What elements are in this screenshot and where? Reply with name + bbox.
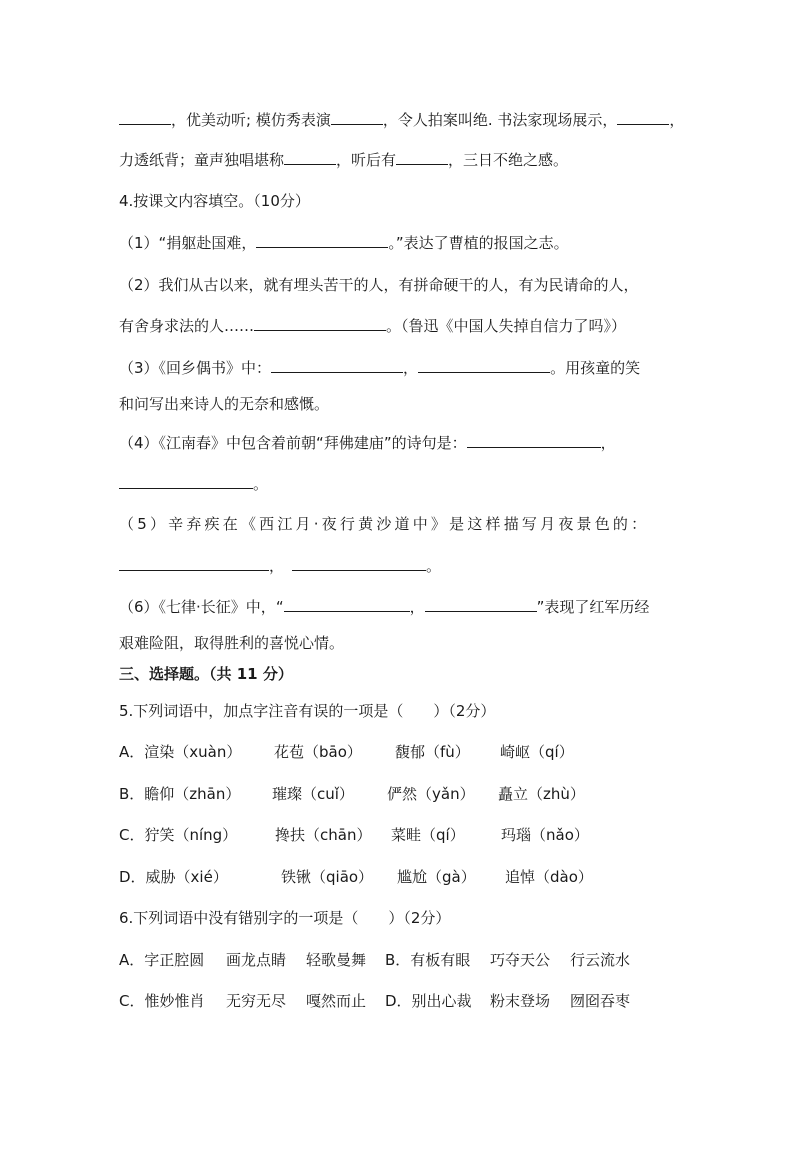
option-term: 铁锹（qiāo） [281,868,374,886]
text: （4）《江南春》中包含着前朝“拜佛建庙”的诗句是： [119,434,467,452]
q4-item-6-line-1 [119,597,649,617]
q4-item-1 [119,233,569,253]
q4-title: 4.按课文内容填空。（10分） [119,192,310,210]
answer-blank[interactable] [119,110,171,125]
q5-title: 5.下列词语中，加点字注音有误的一项是（ ）（2分） [119,702,496,720]
option-b-term[interactable]: B．有板有眼 [385,951,471,969]
option-term: 玛瑙（nǎo） [501,826,589,844]
option-c-term: 无穷无尽 [226,992,287,1010]
option-term: A．渲染（xuàn） [119,743,242,761]
option-term: B．瞻仰（zhān） [119,785,241,803]
answer-blank[interactable] [256,233,388,248]
q4-item-4-line-2 [119,474,268,494]
text: ，令人拍案叫绝. 书法家现场展示， [382,111,618,129]
option-b-term: 行云流水 [570,951,631,969]
option-a-term: 轻歌曼舞 [306,951,367,969]
option-term: 崎岖（qí） [500,743,574,761]
section-3-heading: 三、选择题。（共 11 分） [119,665,293,683]
answer-blank[interactable] [396,150,448,165]
option-term: 花苞（bāo） [274,743,362,761]
q6-options-c-d [119,991,631,1151]
text: （1）“捐躯赴国难， [119,234,257,252]
option-term: 矗立（zhù） [498,785,585,803]
answer-blank[interactable] [284,150,336,165]
option-term: 俨然（yǎn） [387,785,475,803]
text: 。”表达了曹植的报国之志。 [388,234,569,252]
option-term: 璀璨（cuǐ） [272,785,354,803]
option-term: 搀扶（chān） [275,826,372,844]
text: 有舍身求法的人…… [119,317,255,335]
q4-item-3-line-2: 和问写出来诗人的无奈和感慨。 [119,395,330,413]
q3-line-1 [119,110,684,130]
answer-blank[interactable] [418,358,550,373]
text: ，听后有 [336,151,397,169]
q4-item-4-line-1 [119,433,616,453]
answer-blank[interactable] [425,597,537,612]
answer-blank[interactable] [254,316,386,331]
answer-blank[interactable] [284,597,410,612]
text: ， [600,434,616,452]
text: 力透纸背；童声独唱堪称 [119,151,285,169]
q4-item-6-line-2: 艰难险阻，取得胜利的喜悦心情。 [119,634,345,652]
answer-blank[interactable] [331,110,383,125]
option-term: 馥郁（fù） [395,743,470,761]
q4-item-3-line-1 [119,358,640,378]
answer-blank[interactable] [292,556,426,571]
option-c-term[interactable]: C．惟妙惟肖 [119,992,205,1010]
text: ，三日不绝之感。 [448,151,569,169]
option-term: 尴尬（gà） [397,868,476,886]
q4-item-5-line-1: （5）辛弃疾在《西江月·夜行黄沙道中》是这样描写月夜景色的： [119,515,650,533]
option-a-term: 画龙点睛 [226,951,287,969]
option-b-term: 巧夺天公 [490,951,551,969]
option-term: 追悼（dào） [505,868,593,886]
option-c-term: 嘎然而止 [306,992,367,1010]
text: （6）《七律·长征》中，“ [119,598,284,616]
answer-blank[interactable] [119,556,269,571]
text: 。 [253,475,269,493]
text: 。 [426,557,442,575]
option-term: C．狞笑（níng） [119,826,238,844]
text: 。用孩童的笑 [550,359,641,377]
q4-item-2-line-1: （2）我们从古以来，就有埋头苦干的人，有拼命硬干的人，有为民请命的人， [119,276,639,294]
text: ， [269,557,285,575]
text: （3）《回乡偶书》中： [119,359,272,377]
text: ， [669,111,685,129]
q3-line-2 [119,150,568,170]
option-d-term: 粉末登场 [490,992,551,1010]
option-a-term[interactable]: A．字正腔圆 [119,951,205,969]
option-term: D．威胁（xié） [119,868,228,886]
answer-blank[interactable] [271,358,403,373]
text: ”表现了红军历经 [536,598,650,616]
answer-blank[interactable] [119,474,253,489]
option-d-term[interactable]: D．别出心裁 [385,992,472,1010]
q6-title: 6.下列词语中没有错别字的一项是（ ）（2分） [119,909,451,927]
q4-item-2-line-2 [119,316,626,336]
text: ， [409,598,425,616]
answer-blank[interactable] [467,433,601,448]
option-d-term: 囫囵吞枣 [570,992,631,1010]
q4-item-5-line-2 [119,556,441,576]
text: ， [403,359,419,377]
answer-blank[interactable] [617,110,669,125]
text: ，优美动听; 模仿秀表演 [171,111,331,129]
text: 。（鲁迅《中国人失掉自信力了吗》） [386,317,627,335]
option-term: 菜畦（qí） [391,826,465,844]
